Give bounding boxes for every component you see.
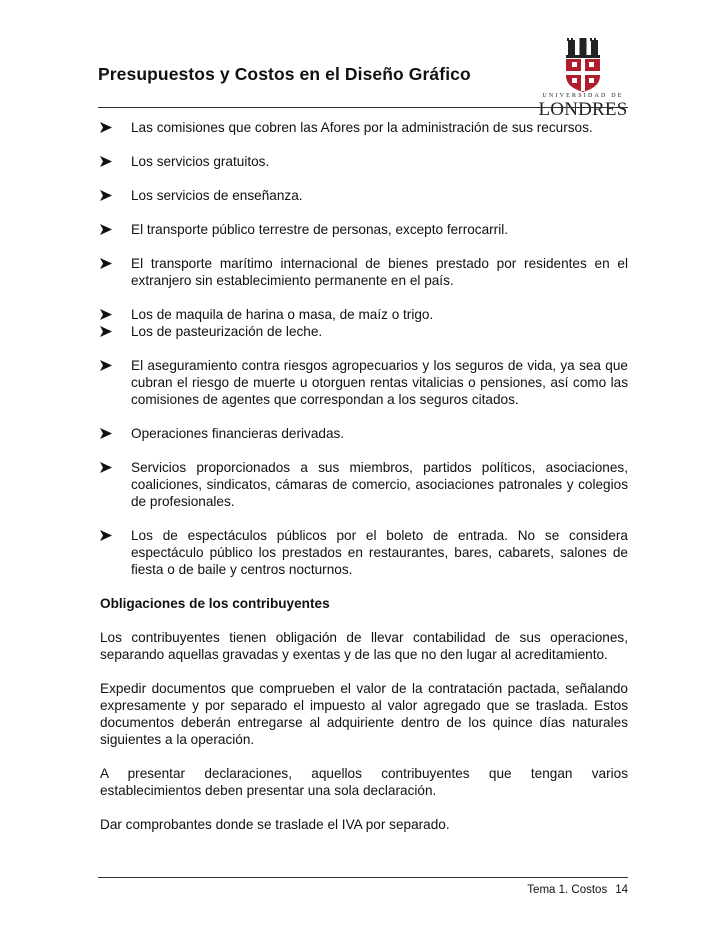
list-item bbox=[100, 357, 628, 408]
list-item bbox=[100, 187, 628, 204]
list-item-text: Los de maquila de harina o masa, de maíz o trigo. bbox=[131, 307, 434, 322]
paragraph: Los contribuyentes tienen obligación de llevar contabilidad de sus operaciones, separando aquellas gravadas y exentas y de las que no den lugar al acreditamiento. bbox=[100, 630, 628, 662]
arrow-bullet-icon bbox=[100, 221, 114, 238]
paragraph: Dar comprobantes donde se traslade el IVA por separado. bbox=[100, 817, 450, 832]
list-item bbox=[100, 527, 628, 578]
section-heading: Obligaciones de los contribuyentes bbox=[100, 596, 330, 611]
list-item bbox=[100, 119, 628, 136]
arrow-bullet-icon bbox=[100, 323, 114, 340]
list-item-text: Los servicios gratuitos. bbox=[131, 154, 270, 169]
list-item-text: El transporte público terrestre de personas, excepto ferrocarril. bbox=[131, 222, 509, 237]
university-logo bbox=[537, 38, 629, 120]
list-item-text: El aseguramiento contra riesgos agropecuarios y los seguros de vida, ya sea que cubran el riesgo de muerte u otorguen rentas vitalicias o pensiones, así como las comisiones de agentes que correspondan a los seguros citados. bbox=[131, 358, 628, 407]
paragraph-line: establecimientos deben presentar una sola declaración. bbox=[100, 783, 437, 798]
page-header-title: Presupuestos y Costos en el Diseño Gráfico bbox=[98, 64, 471, 84]
arrow-bullet-icon bbox=[100, 306, 114, 323]
document-body bbox=[100, 119, 628, 850]
paragraph: Expedir documentos que comprueben el valor de la contratación pactada, señalando expresamente y por separado el impuesto al valor agregado que se traslada. Estos documentos deberán entregarse al adquiriente dentro de los quince días naturales siguientes a la operación. bbox=[100, 681, 628, 747]
list-item-text: Los servicios de enseñanza. bbox=[131, 188, 303, 203]
list-item bbox=[100, 306, 628, 323]
arrow-bullet-icon bbox=[100, 425, 114, 442]
logo-upper-text: UNIVERSIDAD DE bbox=[542, 93, 624, 99]
list-item bbox=[100, 153, 628, 170]
arrow-bullet-icon bbox=[100, 119, 114, 136]
arrow-bullet-icon bbox=[100, 357, 114, 374]
list-item-text: Los de pasteurización de leche. bbox=[131, 324, 323, 339]
list-item-text: El transporte marítimo internacional de bienes prestado por residentes en el extranjero sin establecimiento permanente en el país. bbox=[131, 256, 628, 288]
list-item-text: Servicios proporcionados a sus miembros, partidos políticos, asociaciones, coaliciones, sindicatos, cámaras de comercio, asociaciones patronales y colegios de profesionales. bbox=[131, 460, 628, 509]
footer-label: Tema 1. Costos bbox=[527, 884, 608, 896]
paragraph-line: A presentar declaraciones, aquellos contribuyentes que tengan varios bbox=[100, 766, 628, 781]
list-item-text: Operaciones financieras derivadas. bbox=[131, 426, 345, 441]
arrow-bullet-icon bbox=[100, 459, 114, 476]
list-item-text: Los de espectáculos públicos por el boleto de entrada. No se considera espectáculo público los prestados en restaurantes, bares, cabarets, salones de fiesta o de baile y centros nocturnos. bbox=[131, 528, 628, 577]
list-item bbox=[100, 459, 628, 510]
header-divider bbox=[98, 107, 628, 108]
logo-name: LONDRES bbox=[538, 99, 628, 120]
arrow-bullet-icon bbox=[100, 527, 114, 544]
list-item bbox=[100, 425, 628, 442]
list-item bbox=[100, 255, 628, 289]
crest-icon bbox=[537, 38, 629, 92]
arrow-bullet-icon bbox=[100, 255, 114, 272]
list-item bbox=[100, 323, 628, 340]
page-number: 14 bbox=[615, 884, 628, 896]
arrow-bullet-icon bbox=[100, 153, 114, 170]
footer-divider bbox=[98, 877, 628, 878]
list-item bbox=[100, 221, 628, 238]
arrow-bullet-icon bbox=[100, 187, 114, 204]
page-footer bbox=[527, 884, 628, 896]
list-item-text: Las comisiones que cobren las Afores por la administración de sus recursos. bbox=[131, 120, 593, 135]
